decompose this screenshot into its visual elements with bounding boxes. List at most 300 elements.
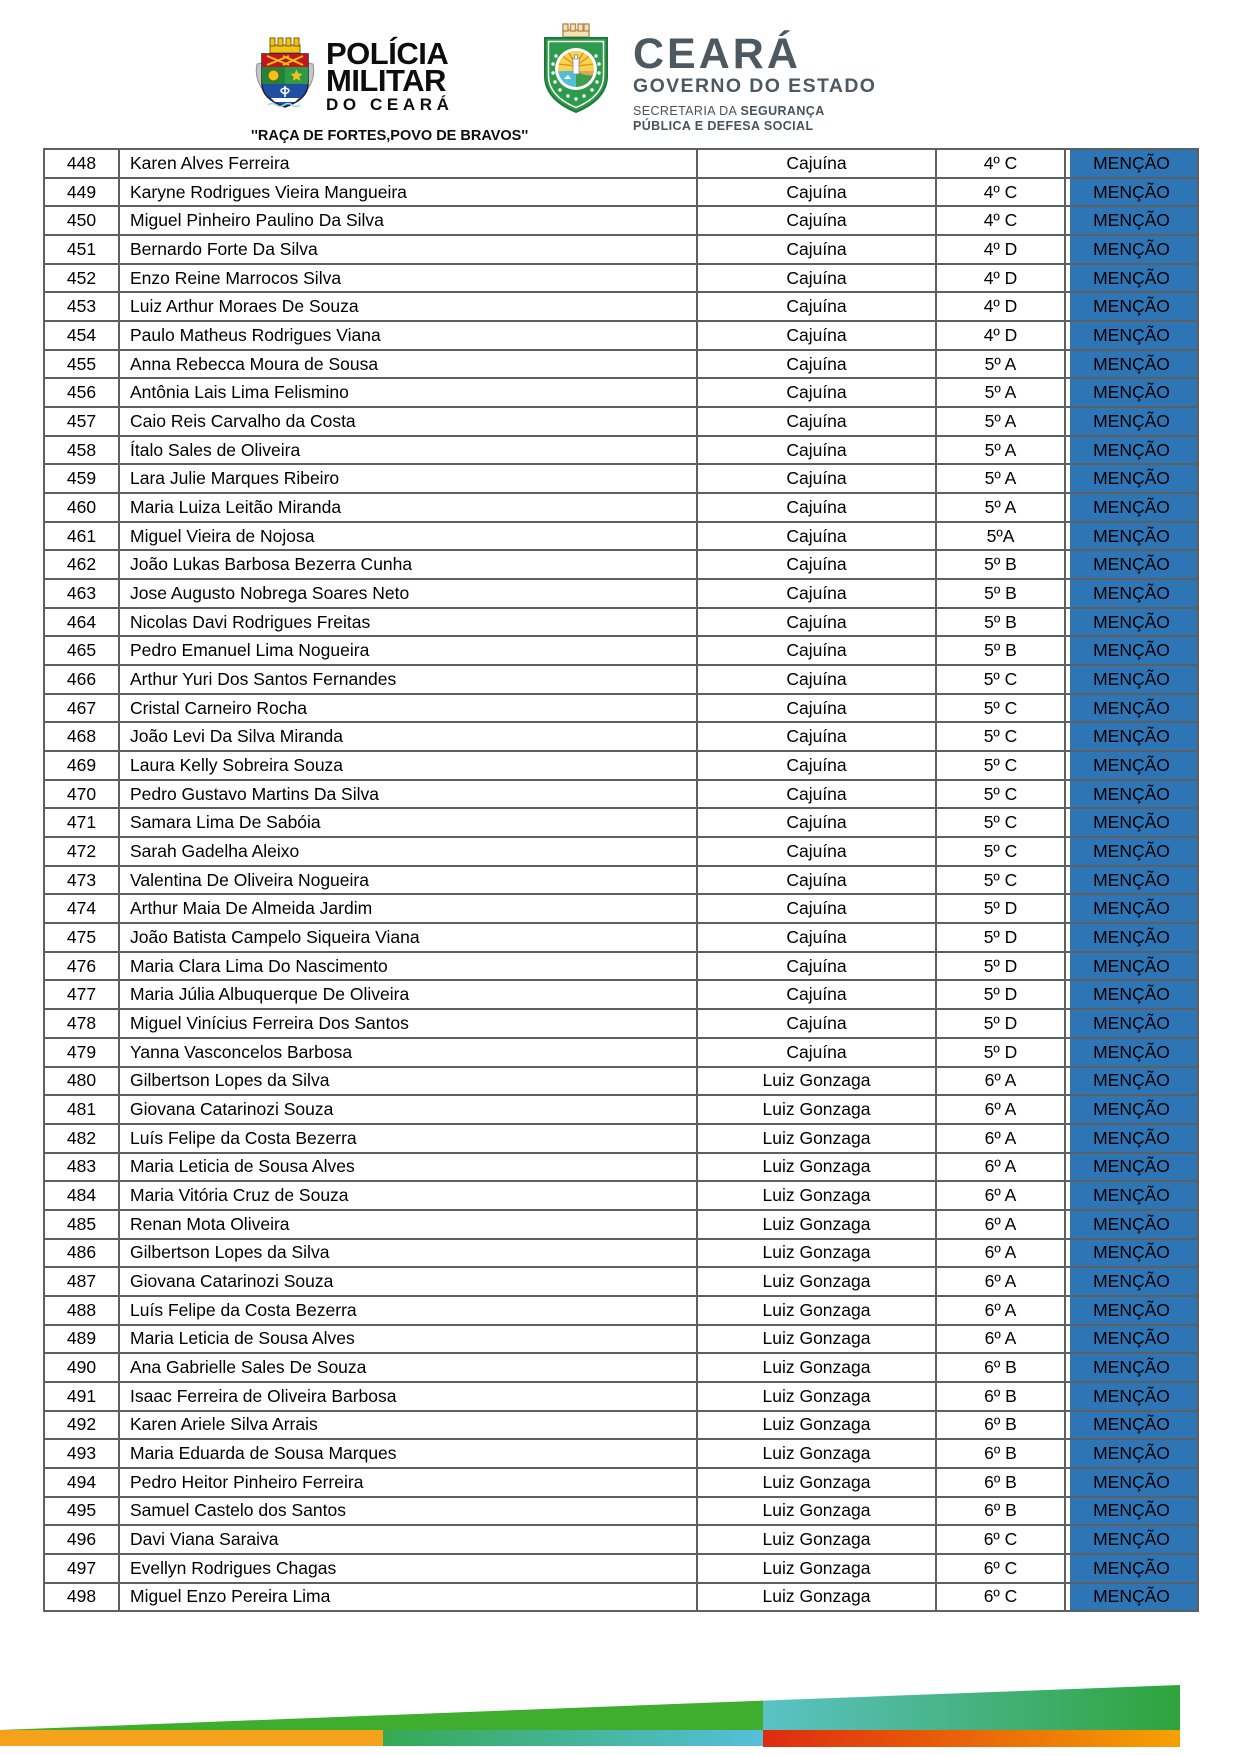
- table-row: [44, 1095, 1198, 1124]
- student-name: Cristal Carneiro Rocha: [119, 694, 697, 723]
- pm-motto: ''RAÇA DE FORTES,POVO DE BRAVOS'': [251, 128, 529, 144]
- class-label: 5º C: [936, 694, 1065, 723]
- table-row: [44, 1067, 1198, 1096]
- student-name: Lara Julie Marques Ribeiro: [119, 464, 697, 493]
- class-label: 4º D: [936, 321, 1065, 350]
- row-number: 494: [44, 1468, 119, 1497]
- mention-badge: MENÇÃO: [1065, 436, 1198, 465]
- table-row: [44, 1124, 1198, 1153]
- student-name: Antônia Lais Lima Felismino: [119, 378, 697, 407]
- table-row: [44, 866, 1198, 895]
- table-row: [44, 1439, 1198, 1468]
- school-name: Cajuína: [697, 550, 936, 579]
- table-row: [44, 1382, 1198, 1411]
- school-name: Luiz Gonzaga: [697, 1267, 936, 1296]
- school-name: Luiz Gonzaga: [697, 1124, 936, 1153]
- class-label: 5º D: [936, 980, 1065, 1009]
- mention-badge: MENÇÃO: [1065, 493, 1198, 522]
- row-number: 482: [44, 1124, 119, 1153]
- table-row: [44, 1554, 1198, 1583]
- student-name: Maria Júlia Albuquerque De Oliveira: [119, 980, 697, 1009]
- school-name: Luiz Gonzaga: [697, 1497, 936, 1526]
- table-row: [44, 1525, 1198, 1554]
- table-row: [44, 780, 1198, 809]
- student-name: Anna Rebecca Moura de Sousa: [119, 350, 697, 379]
- ribbon-teal-wedge: [763, 1680, 1180, 1730]
- mention-badge: MENÇÃO: [1065, 350, 1198, 379]
- school-name: Luiz Gonzaga: [697, 1525, 936, 1554]
- table-row: [44, 751, 1198, 780]
- mention-badge: MENÇÃO: [1065, 1382, 1198, 1411]
- school-name: Cajuína: [697, 923, 936, 952]
- student-name: João Levi Da Silva Miranda: [119, 722, 697, 751]
- ribbon-green-wedge: [0, 1680, 763, 1730]
- student-name: Gilbertson Lopes da Silva: [119, 1239, 697, 1268]
- table-row: [44, 1153, 1198, 1182]
- school-name: Luiz Gonzaga: [697, 1181, 936, 1210]
- mention-badge: MENÇÃO: [1065, 1181, 1198, 1210]
- mention-badge: MENÇÃO: [1065, 980, 1198, 1009]
- row-number: 475: [44, 923, 119, 952]
- row-number: 451: [44, 235, 119, 264]
- row-number: 484: [44, 1181, 119, 1210]
- mention-badge: MENÇÃO: [1065, 321, 1198, 350]
- table-row: [44, 550, 1198, 579]
- mention-badge: MENÇÃO: [1065, 1296, 1198, 1325]
- class-label: 5ºA: [936, 522, 1065, 551]
- class-label: 6º B: [936, 1497, 1065, 1526]
- table-row: [44, 579, 1198, 608]
- row-number: 463: [44, 579, 119, 608]
- mention-badge: MENÇÃO: [1065, 1210, 1198, 1239]
- table-row: [44, 837, 1198, 866]
- class-label: 6º A: [936, 1210, 1065, 1239]
- ribbon-red-orange-band: [763, 1730, 1180, 1747]
- mention-badge: MENÇÃO: [1065, 407, 1198, 436]
- student-name: Pedro Heitor Pinheiro Ferreira: [119, 1468, 697, 1497]
- policia-militar-logo: [251, 36, 529, 144]
- row-number: 497: [44, 1554, 119, 1583]
- school-name: Cajuína: [697, 1038, 936, 1067]
- class-label: 4º C: [936, 149, 1065, 178]
- class-label: 6º B: [936, 1468, 1065, 1497]
- row-number: 487: [44, 1267, 119, 1296]
- school-name: Cajuína: [697, 894, 936, 923]
- student-name: Isaac Ferreira de Oliveira Barbosa: [119, 1382, 697, 1411]
- class-label: 4º D: [936, 292, 1065, 321]
- row-number: 479: [44, 1038, 119, 1067]
- row-number: 483: [44, 1153, 119, 1182]
- student-name: Laura Kelly Sobreira Souza: [119, 751, 697, 780]
- mention-badge: MENÇÃO: [1065, 694, 1198, 723]
- class-label: 5º D: [936, 923, 1065, 952]
- class-label: 5º D: [936, 1009, 1065, 1038]
- school-name: Cajuína: [697, 837, 936, 866]
- school-name: Cajuína: [697, 808, 936, 837]
- student-name: Maria Leticia de Sousa Alves: [119, 1153, 697, 1182]
- pm-title-line3: DO CEARÁ: [326, 95, 454, 114]
- mention-badge: MENÇÃO: [1065, 1439, 1198, 1468]
- school-name: Cajuína: [697, 579, 936, 608]
- mention-badge: MENÇÃO: [1065, 264, 1198, 293]
- school-name: Luiz Gonzaga: [697, 1439, 936, 1468]
- table-row: [44, 608, 1198, 637]
- row-number: 471: [44, 808, 119, 837]
- mention-badge: MENÇÃO: [1065, 1239, 1198, 1268]
- mention-badge: MENÇÃO: [1065, 1353, 1198, 1382]
- student-name: Maria Clara Lima Do Nascimento: [119, 952, 697, 981]
- student-name: Yanna Vasconcelos Barbosa: [119, 1038, 697, 1067]
- student-name: Luís Felipe da Costa Bezerra: [119, 1124, 697, 1153]
- row-number: 498: [44, 1583, 119, 1612]
- school-name: Cajuína: [697, 464, 936, 493]
- student-name: Davi Viana Saraiva: [119, 1525, 697, 1554]
- school-name: Luiz Gonzaga: [697, 1468, 936, 1497]
- row-number: 485: [44, 1210, 119, 1239]
- student-name: Pedro Emanuel Lima Nogueira: [119, 636, 697, 665]
- row-number: 476: [44, 952, 119, 981]
- table-row: [44, 1497, 1198, 1526]
- student-name: Bernardo Forte Da Silva: [119, 235, 697, 264]
- row-number: 492: [44, 1411, 119, 1440]
- mention-badge: MENÇÃO: [1065, 1583, 1198, 1612]
- class-label: 6º B: [936, 1382, 1065, 1411]
- class-label: 6º C: [936, 1525, 1065, 1554]
- class-label: 5º C: [936, 866, 1065, 895]
- school-name: Cajuína: [697, 665, 936, 694]
- mention-badge: MENÇÃO: [1065, 206, 1198, 235]
- class-label: 6º B: [936, 1411, 1065, 1440]
- mention-badge: MENÇÃO: [1065, 866, 1198, 895]
- class-label: 5º C: [936, 837, 1065, 866]
- school-name: Luiz Gonzaga: [697, 1411, 936, 1440]
- student-name: Arthur Yuri Dos Santos Fernandes: [119, 665, 697, 694]
- mention-badge: MENÇÃO: [1065, 722, 1198, 751]
- class-label: 4º D: [936, 235, 1065, 264]
- student-name: Giovana Catarinozi Souza: [119, 1095, 697, 1124]
- class-label: 5º C: [936, 751, 1065, 780]
- mention-badge: MENÇÃO: [1065, 1411, 1198, 1440]
- student-name: Maria Vitória Cruz de Souza: [119, 1181, 697, 1210]
- mention-badge: MENÇÃO: [1065, 522, 1198, 551]
- student-name: Arthur Maia De Almeida Jardim: [119, 894, 697, 923]
- school-name: Cajuína: [697, 235, 936, 264]
- class-label: 6º B: [936, 1353, 1065, 1382]
- class-label: 4º D: [936, 264, 1065, 293]
- mention-badge: MENÇÃO: [1065, 378, 1198, 407]
- row-number: 469: [44, 751, 119, 780]
- school-name: Luiz Gonzaga: [697, 1153, 936, 1182]
- class-label: 6º A: [936, 1095, 1065, 1124]
- mention-badge: MENÇÃO: [1065, 808, 1198, 837]
- school-name: Cajuína: [697, 1009, 936, 1038]
- row-number: 461: [44, 522, 119, 551]
- school-name: Cajuína: [697, 206, 936, 235]
- table-row: [44, 1009, 1198, 1038]
- school-name: Cajuína: [697, 722, 936, 751]
- mention-badge: MENÇÃO: [1065, 178, 1198, 207]
- table-row: [44, 1181, 1198, 1210]
- footer-ribbon: [0, 1680, 1180, 1747]
- school-name: Luiz Gonzaga: [697, 1353, 936, 1382]
- mention-badge: MENÇÃO: [1065, 894, 1198, 923]
- table-row: [44, 980, 1198, 1009]
- table-row: [44, 464, 1198, 493]
- mention-badge: MENÇÃO: [1065, 1554, 1198, 1583]
- row-number: 467: [44, 694, 119, 723]
- table-row: [44, 894, 1198, 923]
- class-label: 5º B: [936, 636, 1065, 665]
- school-name: Cajuína: [697, 952, 936, 981]
- class-label: 5º B: [936, 579, 1065, 608]
- table-row: [44, 1583, 1198, 1612]
- class-label: 4º C: [936, 178, 1065, 207]
- student-name: Paulo Matheus Rodrigues Viana: [119, 321, 697, 350]
- ceara-subtitle: GOVERNO DO ESTADO: [633, 75, 877, 97]
- mention-badge: MENÇÃO: [1065, 1525, 1198, 1554]
- table-row: [44, 493, 1198, 522]
- ribbon-teal-band: [383, 1730, 763, 1746]
- table-row: [44, 1038, 1198, 1067]
- table-row: [44, 407, 1198, 436]
- row-number: 489: [44, 1325, 119, 1354]
- student-name: Maria Eduarda de Sousa Marques: [119, 1439, 697, 1468]
- row-number: 468: [44, 722, 119, 751]
- school-name: Luiz Gonzaga: [697, 1296, 936, 1325]
- ceara-government-logo: [534, 22, 876, 134]
- school-name: Cajuína: [697, 350, 936, 379]
- student-name: Luís Felipe da Costa Bezerra: [119, 1296, 697, 1325]
- mention-badge: MENÇÃO: [1065, 1009, 1198, 1038]
- row-number: 455: [44, 350, 119, 379]
- student-name: Miguel Pinheiro Paulino Da Silva: [119, 206, 697, 235]
- class-label: 5º B: [936, 550, 1065, 579]
- school-name: Cajuína: [697, 751, 936, 780]
- school-name: Cajuína: [697, 264, 936, 293]
- ribbon-orange-band: [0, 1730, 383, 1746]
- mention-badge: MENÇÃO: [1065, 1325, 1198, 1354]
- school-name: Luiz Gonzaga: [697, 1325, 936, 1354]
- school-name: Cajuína: [697, 321, 936, 350]
- table-row: [44, 378, 1198, 407]
- table-row: [44, 206, 1198, 235]
- row-number: 486: [44, 1239, 119, 1268]
- class-label: 5º B: [936, 608, 1065, 637]
- mention-badge: MENÇÃO: [1065, 837, 1198, 866]
- mention-badge: MENÇÃO: [1065, 1153, 1198, 1182]
- school-name: Cajuína: [697, 149, 936, 178]
- student-name: Renan Mota Oliveira: [119, 1210, 697, 1239]
- class-label: 6º C: [936, 1554, 1065, 1583]
- class-label: 4º C: [936, 206, 1065, 235]
- table-row: [44, 1210, 1198, 1239]
- table-row: [44, 808, 1198, 837]
- mention-badge: MENÇÃO: [1065, 149, 1198, 178]
- pm-title-line1: POLÍCIA: [326, 36, 449, 71]
- class-label: 6º A: [936, 1067, 1065, 1096]
- table-row: [44, 436, 1198, 465]
- student-name: Gilbertson Lopes da Silva: [119, 1067, 697, 1096]
- student-name: Valentina De Oliveira Nogueira: [119, 866, 697, 895]
- school-name: Cajuína: [697, 522, 936, 551]
- school-name: Luiz Gonzaga: [697, 1239, 936, 1268]
- school-name: Cajuína: [697, 636, 936, 665]
- table-row: [44, 321, 1198, 350]
- school-name: Luiz Gonzaga: [697, 1382, 936, 1411]
- student-name: Maria Luiza Leitão Miranda: [119, 493, 697, 522]
- table-row: [44, 522, 1198, 551]
- mention-badge: MENÇÃO: [1065, 952, 1198, 981]
- table-row: [44, 1411, 1198, 1440]
- class-label: 5º D: [936, 894, 1065, 923]
- row-number: 496: [44, 1525, 119, 1554]
- mention-badge: MENÇÃO: [1065, 923, 1198, 952]
- mention-badge: MENÇÃO: [1065, 780, 1198, 809]
- student-name: Maria Leticia de Sousa Alves: [119, 1325, 697, 1354]
- table-row: [44, 694, 1198, 723]
- class-label: 5º C: [936, 722, 1065, 751]
- school-name: Cajuína: [697, 378, 936, 407]
- row-number: 460: [44, 493, 119, 522]
- mention-badge: MENÇÃO: [1065, 1468, 1198, 1497]
- class-label: 6º A: [936, 1181, 1065, 1210]
- mention-badge: MENÇÃO: [1065, 1124, 1198, 1153]
- row-number: 448: [44, 149, 119, 178]
- table-row: [44, 1468, 1198, 1497]
- class-label: 5º C: [936, 780, 1065, 809]
- class-label: 5º C: [936, 665, 1065, 694]
- row-number: 495: [44, 1497, 119, 1526]
- row-number: 493: [44, 1439, 119, 1468]
- pm-crest-icon: [253, 36, 317, 123]
- mention-badge: MENÇÃO: [1065, 464, 1198, 493]
- student-name: Enzo Reine Marrocos Silva: [119, 264, 697, 293]
- table-row: [44, 1296, 1198, 1325]
- table-row: [44, 1267, 1198, 1296]
- row-number: 452: [44, 264, 119, 293]
- class-label: 5º A: [936, 350, 1065, 379]
- class-label: 6º A: [936, 1124, 1065, 1153]
- row-number: 457: [44, 407, 119, 436]
- mention-badge: MENÇÃO: [1065, 235, 1198, 264]
- mention-badge: MENÇÃO: [1065, 608, 1198, 637]
- row-number: 458: [44, 436, 119, 465]
- table-row: [44, 235, 1198, 264]
- class-label: 6º A: [936, 1296, 1065, 1325]
- school-name: Cajuína: [697, 980, 936, 1009]
- table-row: [44, 1353, 1198, 1382]
- mention-badge: MENÇÃO: [1065, 1067, 1198, 1096]
- row-number: 491: [44, 1382, 119, 1411]
- table-row: [44, 1239, 1198, 1268]
- row-number: 459: [44, 464, 119, 493]
- class-label: 6º C: [936, 1583, 1065, 1612]
- mention-badge: MENÇÃO: [1065, 751, 1198, 780]
- table-row: [44, 636, 1198, 665]
- table-row: [44, 264, 1198, 293]
- school-name: Luiz Gonzaga: [697, 1210, 936, 1239]
- mention-badge: MENÇÃO: [1065, 1267, 1198, 1296]
- row-number: 465: [44, 636, 119, 665]
- row-number: 477: [44, 980, 119, 1009]
- student-name: Karyne Rodrigues Vieira Mangueira: [119, 178, 697, 207]
- row-number: 470: [44, 780, 119, 809]
- row-number: 449: [44, 178, 119, 207]
- mention-badge: MENÇÃO: [1065, 550, 1198, 579]
- student-name: Karen Ariele Silva Arrais: [119, 1411, 697, 1440]
- row-number: 464: [44, 608, 119, 637]
- row-number: 473: [44, 866, 119, 895]
- row-number: 454: [44, 321, 119, 350]
- school-name: Cajuína: [697, 407, 936, 436]
- ceara-state-name: CEARÁ: [633, 30, 801, 78]
- student-name: Sarah Gadelha Aleixo: [119, 837, 697, 866]
- row-number: 480: [44, 1067, 119, 1096]
- school-name: Cajuína: [697, 866, 936, 895]
- class-label: 6º A: [936, 1267, 1065, 1296]
- school-name: Luiz Gonzaga: [697, 1583, 936, 1612]
- table-row: [44, 952, 1198, 981]
- mention-badge: MENÇÃO: [1065, 1038, 1198, 1067]
- class-label: 6º A: [936, 1325, 1065, 1354]
- pm-title-line2: MILITAR: [326, 63, 446, 98]
- student-name: Evellyn Rodrigues Chagas: [119, 1554, 697, 1583]
- row-number: 466: [44, 665, 119, 694]
- student-name: Luiz Arthur Moraes De Souza: [119, 292, 697, 321]
- row-number: 450: [44, 206, 119, 235]
- row-number: 481: [44, 1095, 119, 1124]
- class-label: 5º C: [936, 808, 1065, 837]
- student-name: Giovana Catarinozi Souza: [119, 1267, 697, 1296]
- row-number: 478: [44, 1009, 119, 1038]
- table-row: [44, 923, 1198, 952]
- school-name: Cajuína: [697, 780, 936, 809]
- mention-badge: MENÇÃO: [1065, 1095, 1198, 1124]
- school-name: Cajuína: [697, 493, 936, 522]
- ceara-secretariat: SECRETARIA DA SEGURANÇA PÚBLICA E DEFESA SOCIAL: [633, 104, 825, 133]
- table-row: [44, 149, 1198, 178]
- student-name: Pedro Gustavo Martins Da Silva: [119, 780, 697, 809]
- table-row: [44, 1325, 1198, 1354]
- student-name: Ítalo Sales de Oliveira: [119, 436, 697, 465]
- ceara-shield-icon: [534, 22, 618, 134]
- row-number: 490: [44, 1353, 119, 1382]
- student-name: Miguel Vieira de Nojosa: [119, 522, 697, 551]
- class-label: 5º D: [936, 1038, 1065, 1067]
- student-name: Caio Reis Carvalho da Costa: [119, 407, 697, 436]
- school-name: Cajuína: [697, 292, 936, 321]
- class-label: 5º D: [936, 952, 1065, 981]
- mention-badge: MENÇÃO: [1065, 579, 1198, 608]
- class-label: 5º A: [936, 464, 1065, 493]
- mention-badge: MENÇÃO: [1065, 1497, 1198, 1526]
- row-number: 456: [44, 378, 119, 407]
- class-label: 5º A: [936, 378, 1065, 407]
- class-label: 5º A: [936, 407, 1065, 436]
- class-label: 6º A: [936, 1239, 1065, 1268]
- school-name: Cajuína: [697, 178, 936, 207]
- school-name: Cajuína: [697, 436, 936, 465]
- student-name: João Batista Campelo Siqueira Viana: [119, 923, 697, 952]
- student-name: Jose Augusto Nobrega Soares Neto: [119, 579, 697, 608]
- row-number: 472: [44, 837, 119, 866]
- table-row: [44, 178, 1198, 207]
- school-name: Luiz Gonzaga: [697, 1067, 936, 1096]
- student-name: Karen Alves Ferreira: [119, 149, 697, 178]
- mention-badge: MENÇÃO: [1065, 636, 1198, 665]
- student-name: Samuel Castelo dos Santos: [119, 1497, 697, 1526]
- school-name: Luiz Gonzaga: [697, 1554, 936, 1583]
